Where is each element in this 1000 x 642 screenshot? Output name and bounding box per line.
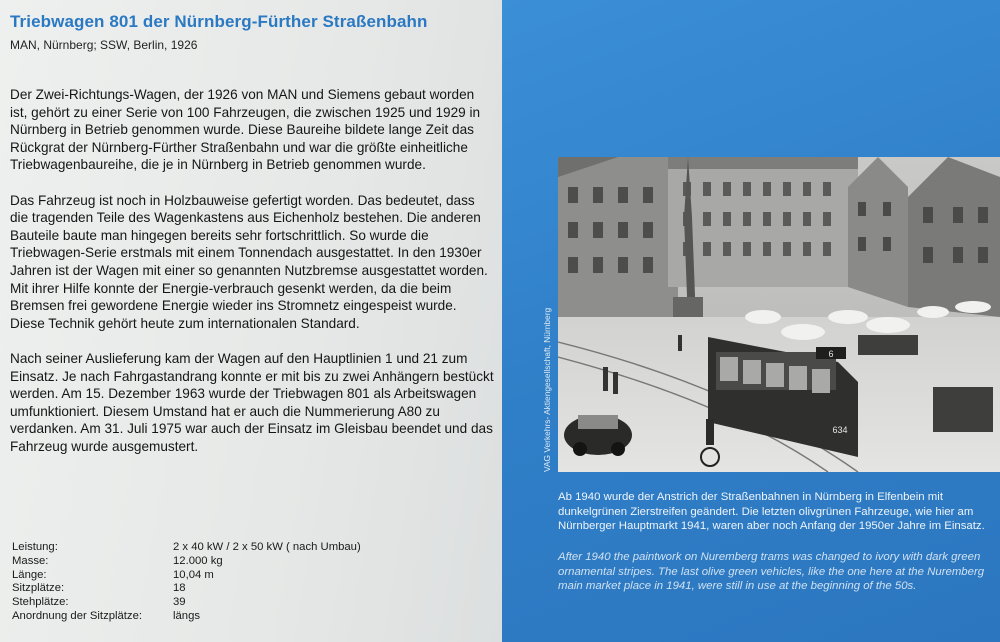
spec-value: 2 x 40 kW / 2 x 50 kW ( nach Umbau) (173, 541, 361, 553)
central-building (668, 157, 858, 287)
tram-route-number: 6 (828, 349, 834, 359)
spec-table (12, 541, 432, 624)
hauptmarkt-tram-photo (558, 157, 1000, 472)
spec-value: 39 (173, 596, 186, 609)
vintage-car (564, 415, 632, 456)
spec-row (12, 541, 432, 555)
spec-row (12, 596, 432, 610)
description (10, 86, 495, 473)
spec-row (12, 569, 432, 583)
right-buildings (848, 157, 1000, 317)
caption-german: Ab 1940 wurde der Anstrich der Straßenbahnen in Nürnberg in Elfenbein mit dunkelgrünen Zierstreifen geändert. Die letzten olivgrünen Fahrzeuge, wie hier am Nürnberger Hauptmarkt 1941, waren aber noch Anfang der 1950er Jahre im Einsatz. (558, 491, 985, 533)
page-title: Triebwagen 801 der Nürnberg-Fürther Straßenbahn (10, 12, 428, 31)
spec-label: Länge: (12, 568, 47, 581)
spec-label: Stehplätze: (12, 596, 69, 609)
caption-english: After 1940 the paintwork on Nuremberg trams was changed to ivory with dark green ornamental stripes. The last olive green vehicles, like the one here at the Nuremberg main market place in 1941, were still in use at the beginning of the 50s. (558, 551, 985, 593)
spec-value: 18 (173, 582, 186, 595)
spec-row (12, 610, 432, 624)
paragraph: Der Zwei-Richtungs-Wagen, der 1926 von MAN und Siemens gebaut worden ist, gehört zu einer Serie von 100 Fahrzeugen, die zwischen 1925 und 1929 in Nürnberg in Betrieb genommen wurde. Diese Baureihe bildete lange Zeit das Rückgrat der Nürnberg-Fürther Straßenbahn und war die größte einheitliche Triebwagenbaureihe, die je in Nürnberg in Betrieb genommen wurde. (10, 87, 481, 173)
spec-label: Anordnung der Sitzplätze: (12, 609, 142, 622)
spec-label: Sitzplätze: (12, 582, 65, 595)
historic-photo (558, 157, 1000, 472)
spec-label: Leistung: (12, 541, 58, 553)
paragraph: Das Fahrzeug ist noch in Holzbauweise gefertigt worden. Das bedeutet, dass die tragenden Teile des Wagenkastens aus Eichenholz bestehen. Die anderen Bauteile baute man hingegen bereits sehr fortschrittlich. So wurde die Triebwagen-Serie erstmals mit einem Tonnendach ausgestattet. In den 1930er Jahren ist der Wagen mit einer so genannten Nutzbremse ausgestattet worden. Mit ihrer Hilfe konnte der Energie-verbrauch gesenkt werden, da die beim Bremsen frei gewordene Energie wieder ins Stromnetz eingespeist wurde. Diese Technik gehört heute zum internationalen Standard. (10, 192, 488, 331)
spec-row (12, 555, 432, 569)
spec-value: 12.000 kg (173, 554, 223, 567)
tram-fleet-number: 634 (832, 425, 848, 435)
spec-label: Masse: (12, 554, 49, 567)
left-building (558, 157, 678, 317)
photo-credit-text: VAG Verkehrs- Aktiengesellschaft, Nürnberg (542, 307, 552, 472)
spec-row (12, 582, 432, 596)
manufacturer-line: MAN, Nürnberg; SSW, Berlin, 1926 (10, 38, 198, 52)
paragraph: Nach seiner Auslieferung kam der Wagen auf den Hauptlinien 1 und 21 zum Einsatz. Je nach Fahrgastandrang konnte er mit bis zu zwei Anhängern bestückt werden. Am 15. Dezember 1963 wurde der Triebwagen 801 als Arbeitswagen umfunktioniert. Diesem Umstand hat er auch die Nummerierung A80 zu verdanken. Am 31. Juli 1975 war auch der Einsatz im Gleisbau beendet und das Fahrzeug wurde ausgemustert. (10, 350, 494, 454)
spec-value: längs (173, 609, 201, 622)
spec-value: 10,04 m (173, 568, 214, 581)
